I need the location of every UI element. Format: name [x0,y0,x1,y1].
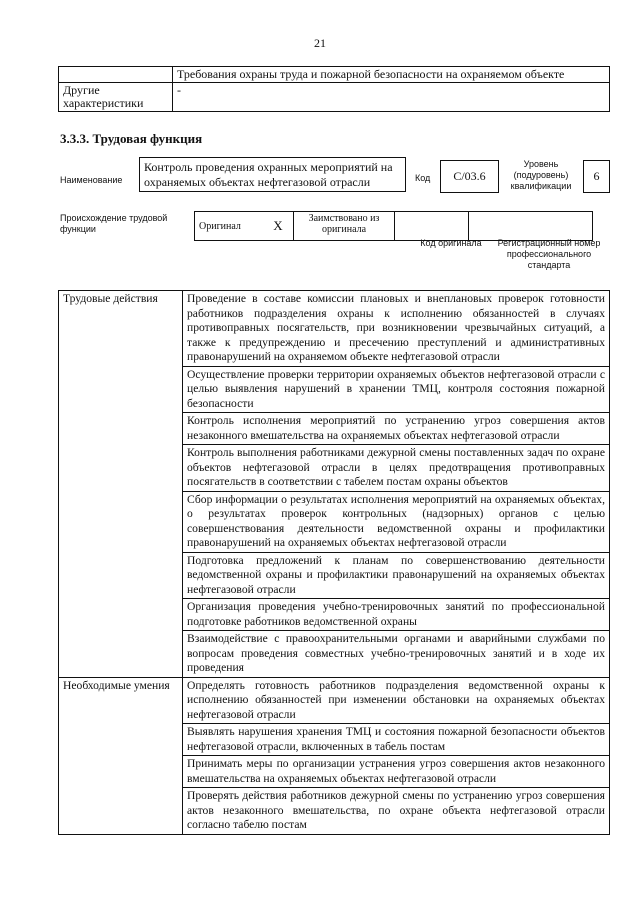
labor-action-item: Взаимодействие с правоохранительными органами и аварийными службами по вопросам проведения совместных учебно-тренировочных занятий и в ходе их проведения [183,631,610,678]
labor-action-item: Контроль выполнения работниками дежурной смены поставленных задач по охране объектов нефтегазовой отрасли в целях предотвращения противоправных посягательств в соответствии с табелем постам охраны объектов [183,445,610,492]
other-characteristics-label: Другие характеристики [59,83,173,112]
skill-item: Определять готовность работников подразделения ведомственной охраны к исполнению обязанностей при изменении обстановки на охраняемых объектах нефтегазовой отрасли [183,677,610,724]
origin-table [194,211,593,241]
reg-number-label: Регистрационный номер профессионального стандарта [497,238,601,270]
level-label: Уровень (подуровень) квалификации [510,159,572,191]
characteristics-table [58,66,610,112]
name-label: Наименование [60,175,123,185]
labor-action-item: Сбор информации о результатах исполнения мероприятий на охраняемых объектах, о результатах проверок контрольных (надзорных) органов с целью совершенствования деятельности ведомственной охраны и профилактики правонарушений на охраняемых объектах нефтегазовой отрасли [183,491,610,552]
skill-item: Принимать меры по организации устранения угроз совершения актов незаконного вмешательства на охраняемых объектах нефтегазовой отрасли [183,756,610,788]
skill-item: Выявлять нарушения хранения ТМЦ и состояния пожарной безопасности объектов нефтегазовой отрасли, включенных в табель постам [183,724,610,756]
labor-actions-label: Трудовые действия [59,291,183,678]
requirements-cell: Требования охраны труда и пожарной безопасности на охраняемом объекте [173,67,610,83]
borrowed-label: Заимствовано из оригинала [294,212,395,241]
level-value-box: 6 [583,160,610,193]
function-details-table [58,290,610,835]
function-name-box: Контроль проведения охранных мероприятий на охраняемых объектах нефтегазовой отрасли [139,157,406,192]
code-value-box: С/03.6 [440,160,499,193]
labor-action-item: Контроль исполнения мероприятий по устранению угроз совершения актов незаконного вмешательства на охраняемых объектах нефтегазовой отрасли [183,413,610,445]
other-characteristics-value: - [173,83,610,112]
labor-action-item: Подготовка предложений к планам по совершенствованию деятельности ведомственной охраны и профилактики правонарушений на охраняемых объектах нефтегазовой отрасли [183,552,610,599]
section-title: 3.3.3. Трудовая функция [60,131,203,146]
labor-action-item: Осуществление проверки территории охраняемых объектов нефтегазовой отрасли с целью выявления нарушений в хранении ТМЦ, контроля состояния пожарной безопасности [183,366,610,413]
page-number: 21 [314,36,326,50]
original-label: Оригинал [195,212,264,241]
labor-action-item: Организация проведения учебно-тренировочных занятий по профессиональной подготовке работников ведомственной охраны [183,599,610,631]
original-mark: X [263,212,294,241]
code-original-label: Код оригинала [420,238,482,248]
skills-label: Необходимые умения [59,677,183,834]
code-label: Код [415,173,431,183]
skill-item: Проверять действия работников дежурной смены по устранению угроз совершения актов незаконного вмешательства, по охране объекта нефтегазовой отрасли согласно табелю постам [183,788,610,835]
origin-label: Происхождение трудовой функции [60,213,168,234]
labor-action-item: Проведение в составе комиссии плановых и внеплановых проверок готовности работников подразделения охраны к исполнению обязанностей в случаях противоправных посягательств, при возникновении чрезвычайных ситуаций, а также к предупреждению и пресечению преступлений и административных правонарушений на охраняемом объекте нефтегазовой отрасли [183,291,610,367]
